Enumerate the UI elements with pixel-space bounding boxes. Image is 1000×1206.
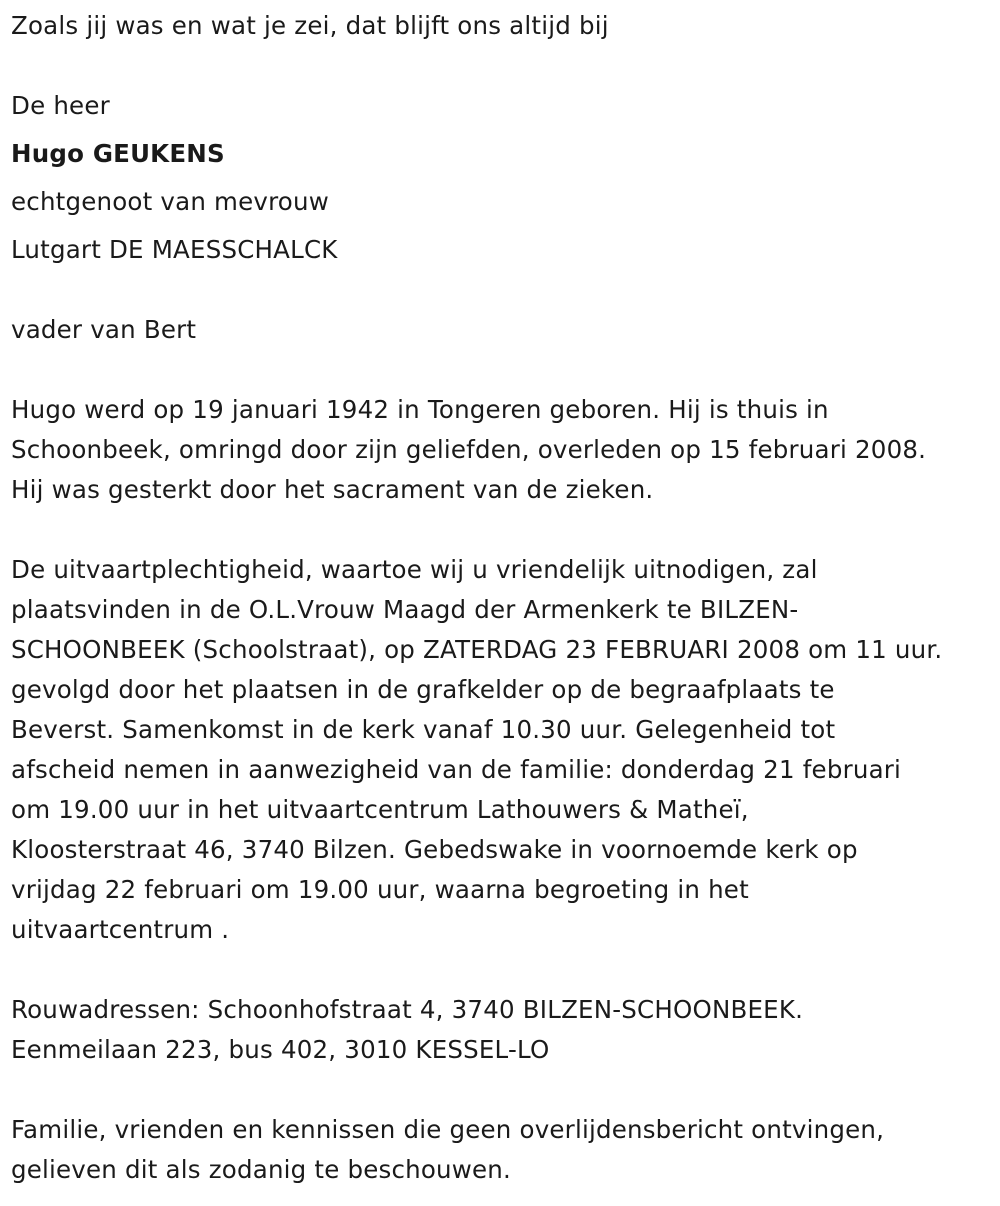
text-line: uitvaartcentrum .	[11, 915, 230, 944]
text-line: plaatsvinden in de O.L.Vrouw Maagd der Armenkerk te BILZEN-	[11, 595, 799, 624]
spouse-name: Lutgart DE MAESSCHALCK	[11, 235, 338, 264]
text-line: Hugo werd op 19 januari 1942 in Tongeren geboren. Hij is thuis in	[11, 395, 829, 424]
text-line: Rouwadressen: Schoonhofstraat 4, 3740 BILZEN-SCHOONBEEK.	[11, 995, 804, 1024]
text-line: Eenmeilaan 223, bus 402, 3010 KESSEL-LO	[11, 1035, 550, 1064]
text-line: Familie, vrienden en kennissen die geen overlijdensbericht ontvingen,	[11, 1115, 885, 1144]
text-line: gevolgd door het plaatsen in de grafkelder op de begraafplaats te	[11, 675, 835, 704]
text-line: Schoonbeek, omringd door zijn geliefden, overleden op 15 februari 2008.	[11, 435, 927, 464]
text-line: Beverst. Samenkomst in de kerk vanaf 10.30 uur. Gelegenheid tot	[11, 715, 836, 744]
text-line: SCHOONBEEK (Schoolstraat), op ZATERDAG 23 FEBRUARI 2008 om 11 uur.	[11, 635, 943, 664]
text-line: om 19.00 uur in het uitvaartcentrum Lathouwers & Matheï,	[11, 795, 749, 824]
parent-of: vader van Bert	[11, 315, 197, 344]
deceased-name: Hugo GEUKENS	[11, 139, 225, 168]
text-line: afscheid nemen in aanwezigheid van de familie: donderdag 21 februari	[11, 755, 902, 784]
relation-text: echtgenoot van mevrouw	[11, 187, 329, 216]
deceased-title: De heer	[11, 91, 110, 120]
text-line: Kloosterstraat 46, 3740 Bilzen. Gebedswake in voornoemde kerk op	[11, 835, 858, 864]
text-line: Hij was gesterkt door het sacrament van de zieken.	[11, 475, 654, 504]
motto: Zoals jij was en wat je zei, dat blijft ons altijd bij	[11, 11, 609, 40]
text-line: vrijdag 22 februari om 19.00 uur, waarna begroeting in het	[11, 875, 749, 904]
text-line: De uitvaartplechtigheid, waartoe wij u vriendelijk uitnodigen, zal	[11, 555, 818, 584]
text-line: gelieven dit als zodanig te beschouwen.	[11, 1155, 512, 1184]
